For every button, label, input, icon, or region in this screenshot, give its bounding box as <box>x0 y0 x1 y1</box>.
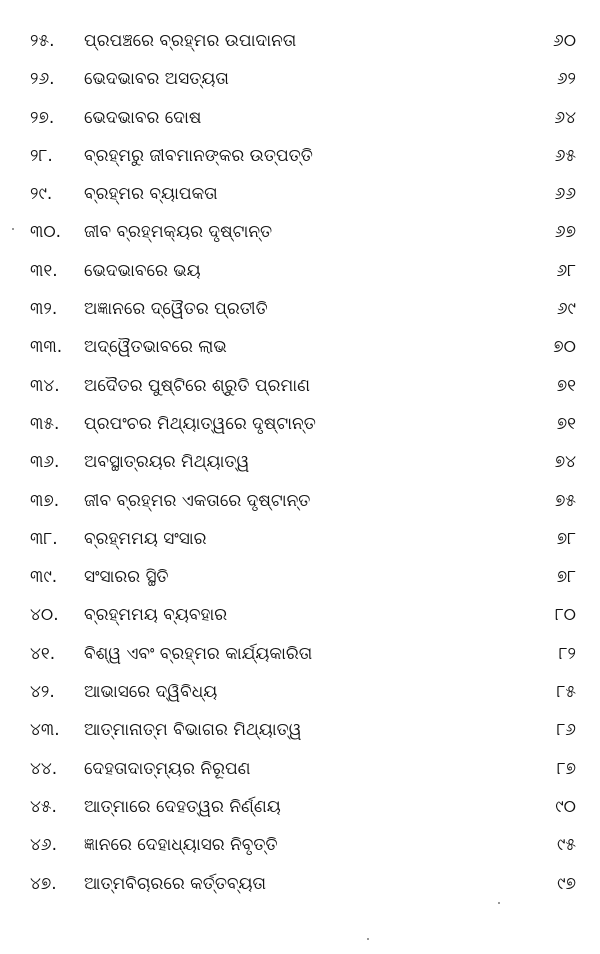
entry-title: ଜୀବ ବ୍ରହ୍ମର ଏକତାରେ ଦୃଷ୍ଟାନ୍ତ <box>84 490 311 511</box>
entry-title: ସଂସାରର ସ୍ଥିତି <box>84 567 169 588</box>
toc-entry <box>0 183 600 221</box>
entry-page-number: ୬୨ <box>556 69 576 90</box>
entry-page-number: ୭୦ <box>553 337 576 358</box>
entry-title: ବ୍ରହ୍ମରୁ ଜୀବମାନଙ୍କର ଉତ୍ପତ୍ତି <box>84 145 313 166</box>
toc-entry <box>0 490 600 528</box>
entry-page-number: ୮୭ <box>556 758 576 779</box>
entry-title: ଅଦୈତର ପୁଷ୍ଟିରେ ଶ୍ରୁତି ପ୍ରମାଣ <box>84 375 310 396</box>
entry-number: ୩୬. <box>30 452 60 473</box>
toc-entry <box>0 451 600 489</box>
entry-number: ୪୭. <box>30 873 57 894</box>
toc-entry <box>0 566 600 604</box>
entry-title: ଭେଦଭାବର ଅସତ୍ୟତା <box>84 69 229 90</box>
entry-title: ଜ୍ଞାନରେ ଦେହାଧ୍ୟାସର ନିବୃତ୍ତି <box>84 835 278 856</box>
entry-title: ବ୍ରହ୍ମର ବ୍ୟାପକତା <box>84 184 218 205</box>
toc-entry <box>0 758 600 796</box>
entry-page-number: ୬୭ <box>554 222 576 243</box>
toc-entry <box>0 221 600 259</box>
entry-page-number: ୭୧ <box>556 375 576 396</box>
entry-title: ଆତ୍ମବିଚାରରେ କର୍ତ୍ତବ୍ୟତା <box>84 873 267 894</box>
toc-entry <box>0 260 600 298</box>
entry-number: ୩୨. <box>30 299 58 320</box>
entry-title: ଅଜ୍ଞାନରେ ଦ୍ୱୈତର ପ୍ରତୀତି <box>84 299 268 320</box>
toc-entry <box>0 145 600 183</box>
entry-page-number: ୯୫ <box>556 835 576 856</box>
entry-page-number: ୮୨ <box>558 643 576 664</box>
toc-entry <box>0 834 600 872</box>
toc-entry <box>0 719 600 757</box>
entry-page-number: ୭୫ <box>554 490 576 511</box>
entry-title: ଅଦ୍ୱୈତଭାବରେ ଲାଭ <box>84 337 227 358</box>
entry-number: ୩୦. <box>30 222 62 243</box>
entry-number: ୪୬. <box>30 835 57 856</box>
entry-page-number: ୬୦ <box>553 31 576 51</box>
entry-page-number: ୬୪ <box>554 107 576 128</box>
toc-entry <box>0 796 600 834</box>
entry-page-number: ୭୪ <box>554 452 576 473</box>
entry-number: ୨୯. <box>30 184 53 205</box>
toc-entry <box>0 298 600 336</box>
entry-number: ୨୭. <box>30 107 55 128</box>
paper-speck <box>367 938 369 940</box>
entry-title: ବ୍ରହ୍ମମୟ ସଂସାର <box>84 528 207 549</box>
toc-entry <box>0 873 600 911</box>
entry-page-number: ୮୬ <box>556 720 576 741</box>
toc-entry <box>0 68 600 106</box>
entry-number: ୪୫. <box>30 796 57 817</box>
toc-entry <box>0 528 600 566</box>
toc-entry <box>0 413 600 451</box>
entry-number: ୪୧. <box>30 643 56 664</box>
entry-page-number: ୭୮ <box>556 567 576 588</box>
entry-number: ୪୪. <box>30 758 58 779</box>
entry-page-number: ୭୮ <box>556 528 576 549</box>
entry-number: ୩୪. <box>30 375 60 396</box>
toc-entry <box>0 107 600 145</box>
entry-page-number: ୮୫ <box>556 682 576 703</box>
entry-title: ବ୍ରହ୍ମମୟ ବ୍ୟବହାର <box>84 605 228 626</box>
entry-title: ଭେଦଭାବର ଦୋଷ <box>84 107 202 128</box>
entry-page-number: ୬୮ <box>556 260 576 281</box>
entry-number: ୩୧. <box>30 260 58 281</box>
entry-number: ୨୬. <box>30 69 55 90</box>
toc-entry <box>0 375 600 413</box>
entry-page-number: ୯୭ <box>557 873 576 894</box>
entry-number: ୩୭. <box>30 490 60 511</box>
entry-number: ୨୮. <box>30 145 53 166</box>
entry-number: ୪୦. <box>30 605 59 626</box>
entry-title: ଜୀବ ବ୍ରହ୍ମକ୍ୟର ଦୃଷ୍ଟାନ୍ତ <box>84 222 273 243</box>
entry-page-number: ୮୦ <box>554 605 576 626</box>
entry-title: ଅବସ୍ଥାତ୍ରୟର ମିଥ୍ୟାତ୍ୱ <box>84 452 250 473</box>
paper-speck <box>498 902 500 904</box>
paper-speck <box>12 228 14 230</box>
entry-page-number: ୬୯ <box>556 299 576 320</box>
entry-title: ଆଭାସରେ ଦ୍ୱିବିଧ୍ୟ <box>84 682 218 703</box>
toc-entry <box>0 30 600 68</box>
entry-title: ଆତ୍ମାରେ ଦେହତ୍ୱର ନିର୍ଣ୍ଣୟ <box>84 796 281 817</box>
entry-number: ୩୩. <box>30 337 63 358</box>
entry-title: ବିଶ୍ୱ ଏବଂ ବ୍ରହ୍ମର କାର୍ଯ୍ୟକାରିତା <box>84 643 313 664</box>
entry-page-number: ୬୫ <box>554 145 576 166</box>
entry-title: ଭେଦଭାବରେ ଭୟ <box>84 260 201 281</box>
entry-title: ପ୍ରପଞ୍ଚରେ ବ୍ରହ୍ମର ଉପାଦାନତା <box>84 31 297 51</box>
entry-page-number: ୯୦ <box>555 796 576 817</box>
table-of-contents <box>0 30 600 911</box>
entry-title: ଆତ୍ମାନାତ୍ମ ବିଭାଗର ମିଥ୍ୟାତ୍ୱ <box>84 720 302 741</box>
toc-entry <box>0 336 600 374</box>
entry-title: ପ୍ରପଂଚର ମିଥ୍ୟାତ୍ୱରେ ଦୃଷ୍ଟାନ୍ତ <box>84 413 316 434</box>
toc-entry <box>0 604 600 642</box>
toc-entry <box>0 681 600 719</box>
entry-page-number: ୭୧ <box>556 413 576 434</box>
entry-number: ୩୮. <box>30 528 58 549</box>
entry-number: ୩୯. <box>30 567 58 588</box>
entry-page-number: ୬୬ <box>554 184 576 205</box>
entry-title: ଦେହତାଦାତ୍ମ୍ୟର ନିରୂପଣ <box>84 758 251 779</box>
entry-number: ୩୫. <box>30 413 60 434</box>
toc-entry <box>0 643 600 681</box>
entry-number: ୪୨. <box>30 682 55 703</box>
entry-number: ୪୩. <box>30 720 60 741</box>
entry-number: ୨୫. <box>30 31 55 51</box>
